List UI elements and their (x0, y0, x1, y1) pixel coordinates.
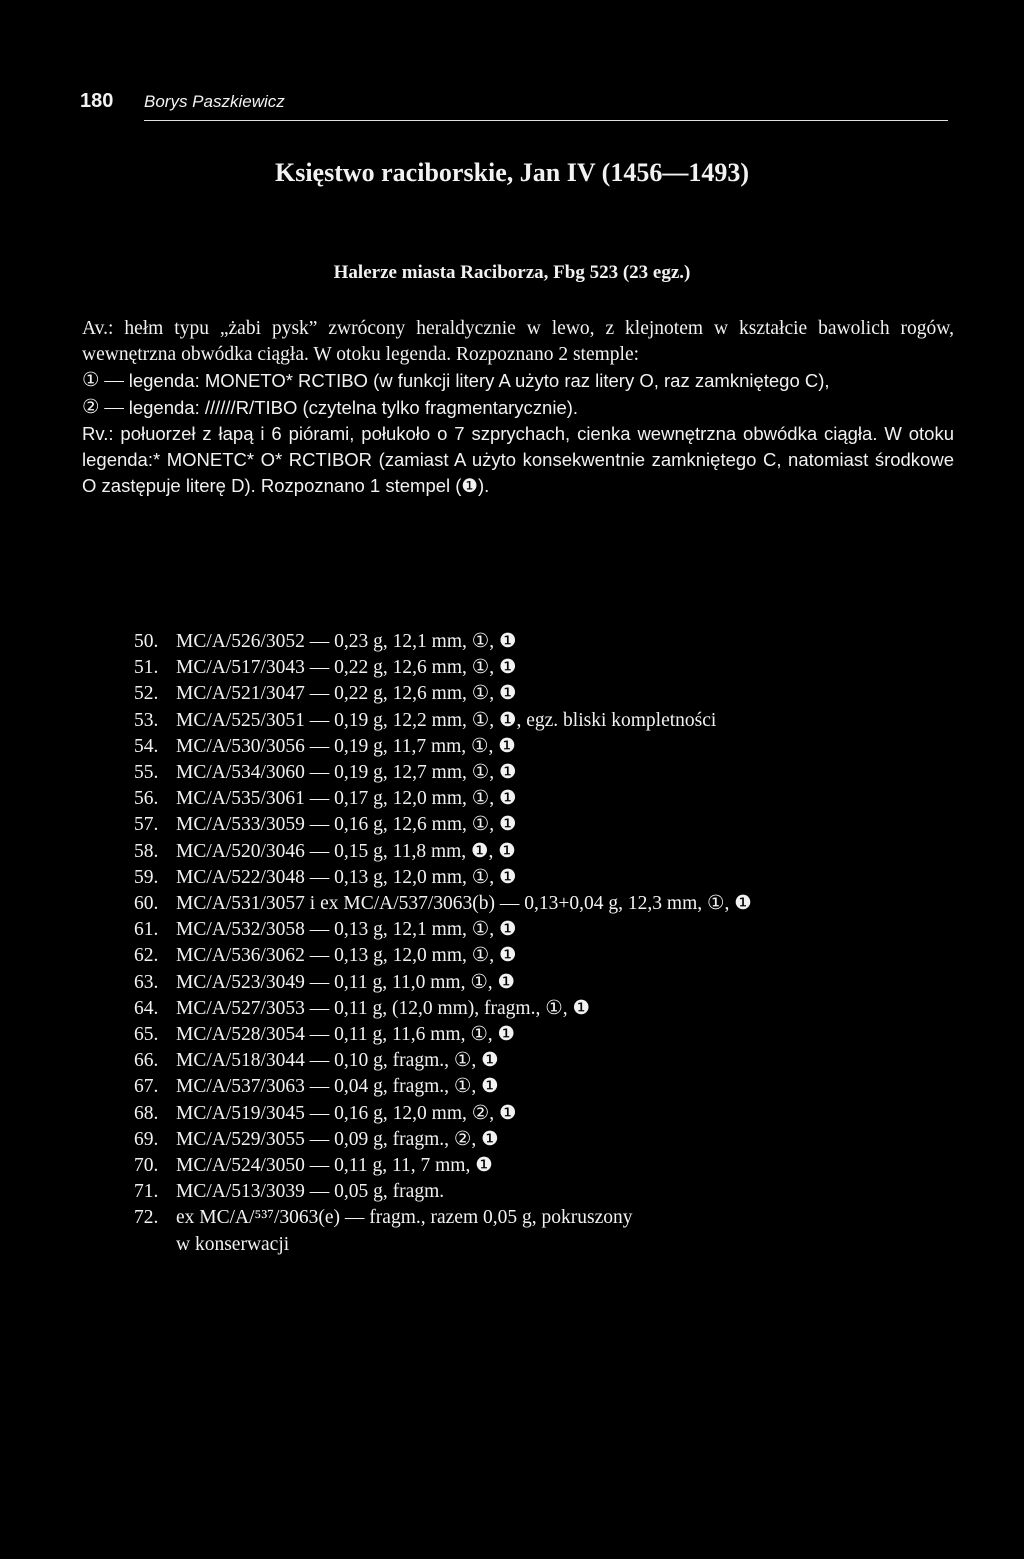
entry-number: 70. (134, 1155, 159, 1177)
entry-number: 52. (134, 683, 159, 705)
list-item (134, 1153, 964, 1179)
entry-text: MC/A/523/3049 — 0,11 g, 11,0 mm, ①, ❶ (176, 971, 516, 993)
entry-text: MC/A/533/3059 — 0,16 g, 12,6 mm, ①, ❶ (176, 814, 517, 836)
entry-number: 60. (134, 893, 159, 915)
entry-text: MC/A/524/3050 — 0,11 g, 11, 7 mm, ❶ (176, 1155, 493, 1177)
list-item (134, 1048, 964, 1074)
entry-text: MC/A/519/3045 — 0,16 g, 12,0 mm, ②, ❶ (176, 1102, 517, 1124)
list-item (134, 655, 964, 681)
running-head: Borys Paszkiewicz (144, 92, 285, 111)
entry-text: MC/A/521/3047 — 0,22 g, 12,6 mm, ①, ❶ (176, 683, 517, 705)
entry-number: 69. (134, 1128, 159, 1150)
entry-number: 58. (134, 840, 159, 862)
header-rule (144, 120, 948, 121)
section-subtitle: Halerze miasta Raciborza, Fbg 523 (23 egz.) (333, 262, 691, 283)
list-item (134, 708, 964, 734)
entry-text: MC/A/536/3062 — 0,13 g, 12,0 mm, ①, ❶ (176, 945, 517, 967)
entry-text: MC/A/534/3060 — 0,19 g, 12,7 mm, ①, ❶ (176, 762, 517, 784)
list-item (134, 760, 964, 786)
entry-text: MC/A/526/3052 — 0,23 g, 12,1 mm, ①, ❶ (176, 631, 517, 652)
list-item (134, 1127, 964, 1153)
list-item (134, 943, 964, 969)
entry-text: MC/A/530/3056 — 0,19 g, 11,7 mm, ①, ❶ (176, 735, 516, 757)
stamp-1 (82, 368, 954, 394)
entry-number: 72. (134, 1207, 159, 1229)
entry-text: MC/A/531/3057 i ex MC/A/537/3063(b) — 0,13+0,04 g, 12,3 mm, ①, ❶ (176, 893, 752, 915)
obverse-description: Av.: hełm typu „żabi pysk” zwrócony heraldycznie w lewo, z klejnotem w kształcie bawolich rogów, wewnętrzna obwódka ciągła. W otoku legenda. Rozpoznano 2 stemple: (82, 318, 954, 366)
list-item (134, 812, 964, 838)
entry-text: MC/A/513/3039 — 0,05 g, fragm. (176, 1181, 445, 1203)
entry-number: 53. (134, 709, 159, 731)
page-number: 180 (80, 90, 114, 112)
entry-number: 62. (134, 945, 159, 967)
entry-number: 71. (134, 1181, 159, 1203)
entry-text: MC/A/527/3053 — 0,11 g, (12,0 mm), fragm., ①, ❶ (176, 997, 590, 1019)
entry-text: MC/A/532/3058 — 0,13 g, 12,1 mm, ①, ❶ (176, 919, 517, 941)
page-header (80, 90, 948, 124)
list-item (134, 917, 964, 943)
entry-number: 59. (134, 866, 159, 888)
list-item (134, 970, 964, 996)
entry-number: 64. (134, 997, 159, 1019)
stamp-2 (82, 395, 954, 421)
list-item (134, 865, 964, 891)
entry-text: MC/A/517/3043 — 0,22 g, 12,6 mm, ①, ❶ (176, 657, 517, 679)
entry-number: 65. (134, 1024, 159, 1046)
entry-number: 68. (134, 1102, 159, 1124)
entry-number: 56. (134, 788, 159, 810)
entry-number: 67. (134, 1076, 159, 1098)
list-item (134, 1101, 964, 1127)
stamp-2-marker: ② — (82, 396, 129, 418)
catalogue-list (134, 629, 964, 1258)
entry-number: 66. (134, 1050, 159, 1072)
entry-text: MC/A/529/3055 — 0,09 g, fragm., ②, ❶ (176, 1128, 499, 1150)
entry-number: 50. (134, 631, 159, 652)
entry-text: MC/A/522/3048 — 0,13 g, 12,0 mm, ①, ❶ (176, 866, 517, 888)
entry-number: 54. (134, 735, 159, 757)
stamp-1-text: legenda: MONETO* RCTIBO (w funkcji litery A użyto raz litery O, raz zamkniętego C), (128, 370, 830, 392)
list-item (134, 1205, 964, 1231)
entry-text: ex MC/A/⁵³⁷/3063(e) — fragm., razem 0,05 g, pokruszony (176, 1207, 633, 1229)
list-item (134, 1179, 964, 1205)
list-item (134, 839, 964, 865)
entry-text: MC/A/520/3046 — 0,15 g, 11,8 mm, ❶, ❶ (176, 840, 516, 862)
list-item (134, 681, 964, 707)
entry-text: MC/A/537/3063 — 0,04 g, fragm., ①, ❶ (176, 1076, 499, 1098)
list-item (134, 734, 964, 760)
list-item (134, 1074, 964, 1100)
entry-number: 63. (134, 971, 159, 993)
entry-number: 51. (134, 657, 159, 679)
list-item (134, 996, 964, 1022)
reverse-description: Rv.: połuorzeł z łapą i 6 piórami, połukoło o 7 szprychach, cienka wewnętrzna obwódka ciągła. W otoku legenda:* MONETC* O* RCTIBOR (zamiast A użyto konsekwentnie zamkniętego C, natomiast środkowe O zastępuje literę D). Rozpoznano 1 stempel (❶). (82, 422, 954, 497)
stamp-2-text: legenda: //////R/TIBO (czytelna tylko fragmentarycznie). (128, 396, 579, 418)
entry-number: 57. (134, 814, 159, 836)
list-item (134, 1022, 964, 1048)
list-item (134, 891, 964, 917)
entry-number: 55. (134, 762, 159, 784)
entry-continuation: w konserwacji (176, 1233, 290, 1255)
entry-text: MC/A/525/3051 — 0,19 g, 12,2 mm, ①, ❶, egz. bliski kompletności (176, 709, 717, 731)
description-block (82, 316, 954, 499)
entry-text: MC/A/528/3054 — 0,11 g, 11,6 mm, ①, ❶ (176, 1024, 516, 1046)
page-title: Księstwo raciborskie, Jan IV (1456—1493) (274, 158, 749, 187)
entry-number: 61. (134, 919, 159, 941)
list-item (134, 629, 964, 655)
entry-text: MC/A/535/3061 — 0,17 g, 12,0 mm, ①, ❶ (176, 788, 517, 810)
entry-text: MC/A/518/3044 — 0,10 g, fragm., ①, ❶ (176, 1050, 499, 1072)
stamp-1-marker: ① — (82, 370, 129, 392)
list-item (134, 786, 964, 812)
